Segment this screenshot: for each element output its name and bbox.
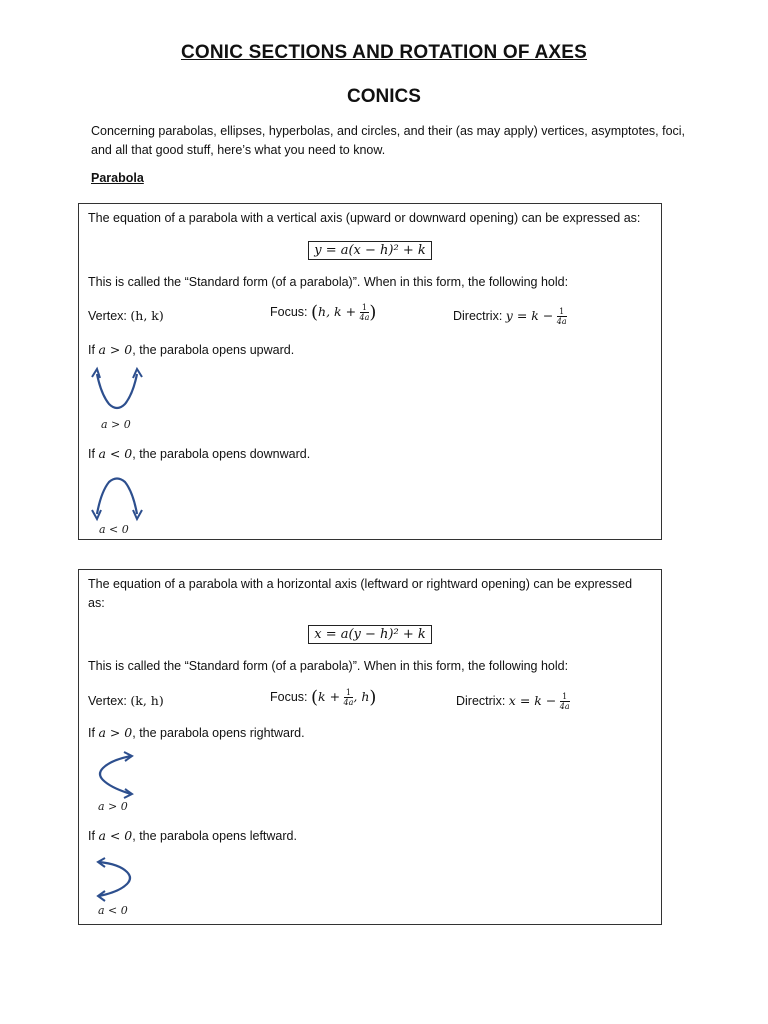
vertical-directrix [453,306,567,326]
vertex-label: Vertex: [88,309,127,323]
leftward-graph-label: a < 0 [98,904,128,917]
rightward-condition: a > 0 [98,725,133,740]
directrix-fraction: $\frac{1}{4a}$ [559,692,570,712]
rightward-parabola-graphic [91,750,141,802]
vertical-vertex [88,306,164,326]
vertical-equation-row [79,241,661,260]
page-subtitle: CONICS [347,86,421,107]
directrix-fraction: $\frac{1}{4a}$ [556,307,567,327]
leftward-condition: a < 0 [98,828,133,843]
focus-label: Focus: [270,305,308,319]
focus-fraction: $\frac{1}{4a}$ [359,303,370,323]
vertical-parabola-box [78,203,662,540]
focus-expression: h, k + [318,304,357,319]
horizontal-parabola-box [78,569,662,925]
directrix-expression: x = k − [508,693,557,708]
downward-graph-label: a < 0 [99,523,129,536]
focus-label: Focus: [270,690,308,704]
vertical-focus: Focus: (h, k + $\frac{1}{4a}$ ) [270,302,377,324]
upward-parabola-graphic [89,366,149,416]
downward-parabola-graphic [89,472,149,522]
upward-condition: a > 0 [98,342,133,357]
rightward-graph-label: a > 0 [98,800,128,813]
directrix-expression: y = k − [505,308,554,323]
upward-graph-label: a > 0 [101,418,131,431]
page-title: CONIC SECTIONS AND ROTATION OF AXES [180,42,587,63]
vertical-upward-line: If a > 0, the parabola opens upward. [88,342,295,357]
vertex-value: (k, h) [130,693,164,708]
leftward-parabola-graphic [91,856,141,904]
focus-fraction: $\frac{1}{4a}$ [343,688,354,708]
focus-expression: k + [318,689,341,704]
vertex-value: (h, k) [130,308,164,323]
directrix-label: Directrix: [456,694,506,708]
horizontal-equation: x = a(y − h)² + k [308,625,432,644]
intro-paragraph: Concerning parabolas, ellipses, hyperbolas, and circles, and their (as may apply) vertices, asymptotes, foci, and all that good stuff, here’s what you need to know. [91,124,686,157]
vertical-intro: The equation of a parabola with a vertical axis (upward or downward opening) can be expressed as: [88,211,641,225]
focus-tail: , h [353,689,370,704]
vertex-label: Vertex: [88,694,127,708]
vertical-equation: y = a(x − h)² + k [308,241,432,260]
horizontal-equation-row [79,625,661,644]
horizontal-directrix [456,691,570,711]
section-heading-parabola: Parabola [91,171,144,185]
horizontal-leftward-line: If a < 0, the parabola opens leftward. [88,828,297,843]
downward-condition: a < 0 [98,446,133,461]
vertical-downward-line: If a < 0, the parabola opens downward. [88,446,311,461]
horizontal-vertex [88,691,164,711]
horizontal-rightward-line: If a > 0, the parabola opens rightward. [88,725,305,740]
directrix-label: Directrix: [453,309,503,323]
horizontal-focus: Focus: (k + $\frac{1}{4a}$ , h) [270,687,377,709]
horizontal-standard-form: This is called the “Standard form (of a parabola)”. When in this form, the following hold: [88,659,569,673]
horizontal-intro: The equation of a parabola with a horizontal axis (leftward or rightward opening) can be expressed as: [88,577,633,610]
vertical-standard-form: This is called the “Standard form (of a parabola)”. When in this form, the following hold: [88,275,569,289]
